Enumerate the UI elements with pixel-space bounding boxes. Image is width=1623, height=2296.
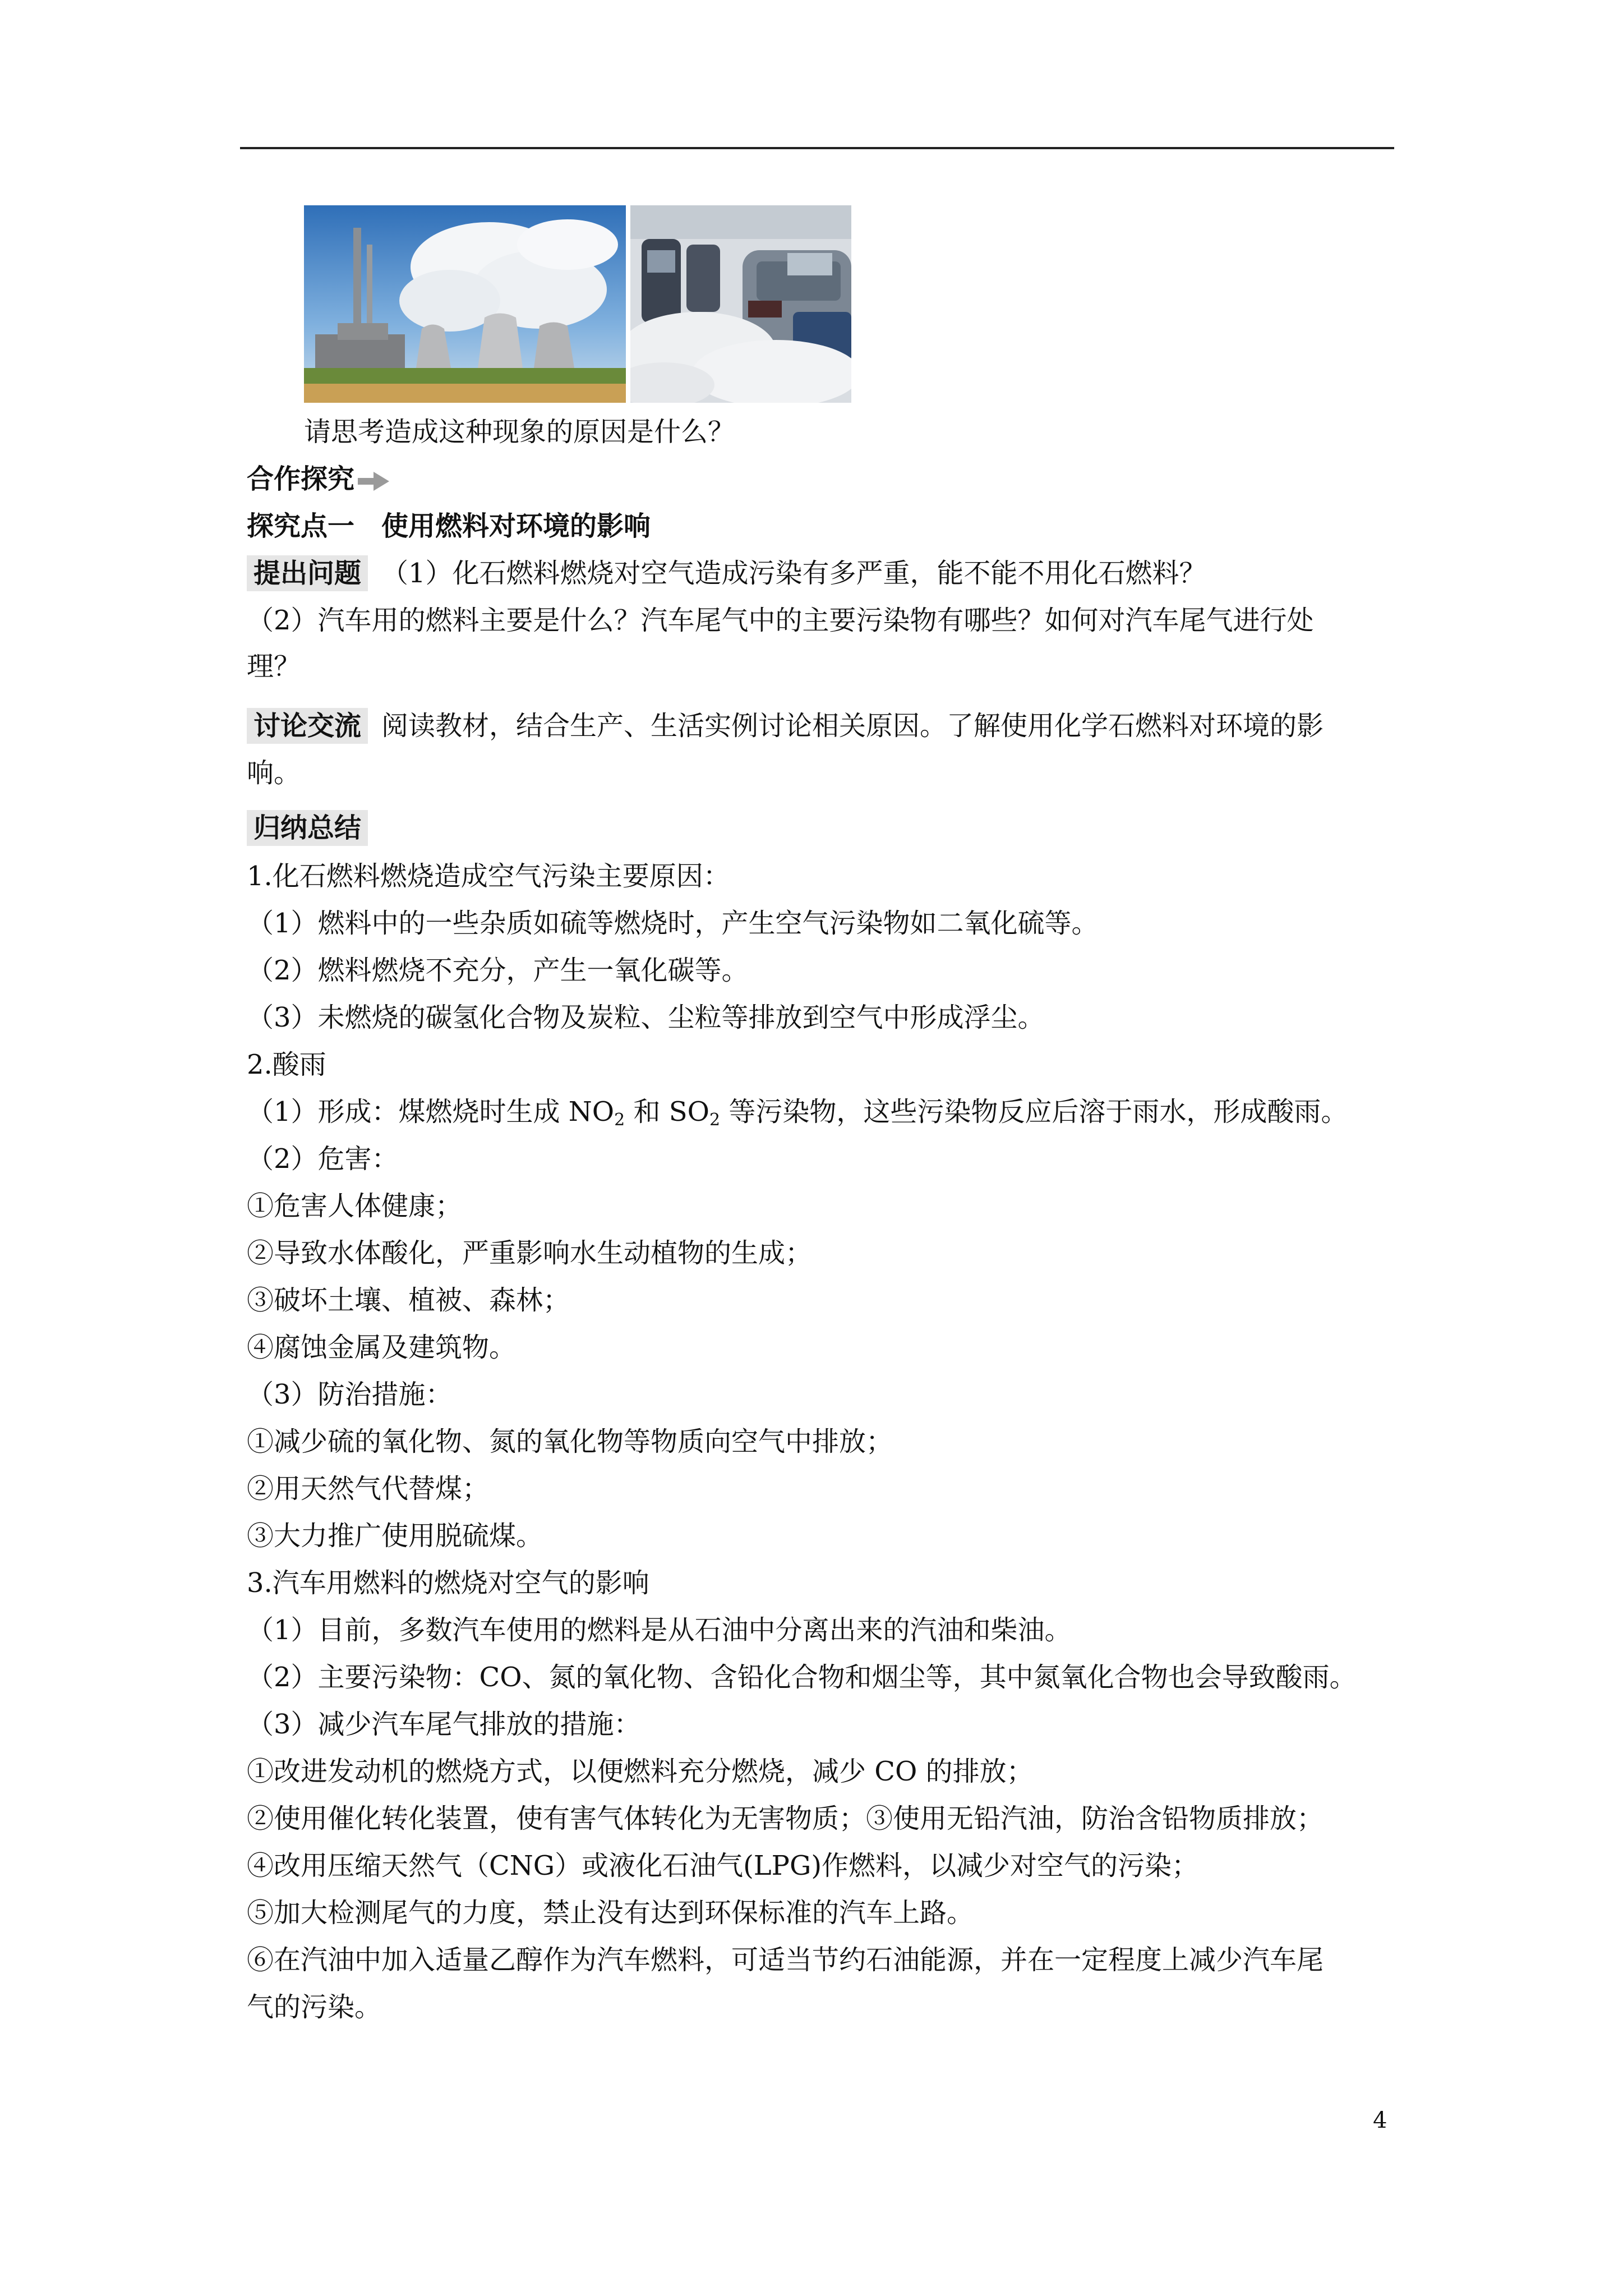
intro-question: 请思考造成这种现象的原因是什么？	[304, 416, 735, 448]
s3-item: ①改进发动机的燃烧方式，以便燃料充分燃烧，减少 CO 的排放；	[247, 1756, 1034, 1787]
s2-harm-title: （2）危害：	[247, 1143, 399, 1175]
discuss-text: 阅读教材，结合生产、生活实例讨论相关原因。了解使用化学石燃料对环境的影	[381, 710, 1324, 742]
header-rule	[240, 147, 1394, 149]
s2-measure-item: ①减少硫的氧化物、氮的氧化物等物质向空气中排放；	[247, 1426, 893, 1457]
summary-heading	[247, 810, 1402, 846]
ask-question-1	[247, 555, 1402, 591]
discuss-label: 讨论交流	[247, 708, 368, 744]
s2-measure-item: ②用天然气代替煤；	[247, 1473, 490, 1504]
s1-item: （3）未燃烧的碳氢化合物及炭粒、尘粒等排放到空气中形成浮尘。	[247, 1002, 1045, 1033]
discuss-text-line2: 响。	[247, 757, 301, 789]
s2-harm-item: ④腐蚀金属及建筑物。	[247, 1332, 517, 1363]
s2-measure-item: ③大力推广使用脱硫煤。	[247, 1520, 543, 1552]
s3-item: 气的污染。	[247, 1991, 382, 2023]
s2-formation-part: （1）形成：煤燃烧时生成 NO	[247, 1096, 615, 1128]
ask-q1-text: （1）化石燃料燃烧对空气造成污染有多严重，能不能不用化石燃料？	[381, 558, 1206, 589]
s3-item: ⑥在汽油中加入适量乙醇作为汽车燃料，可适当节约石油能源，并在一定程度上减少汽车尾	[247, 1944, 1324, 1976]
page-number: 4	[1373, 2108, 1387, 2133]
s3-item: （3）减少汽车尾气排放的措施：	[247, 1709, 641, 1740]
section-heading-text: 合作探究	[247, 463, 355, 495]
s3-item: ⑤加大检测尾气的力度，禁止没有达到环保标准的汽车上路。	[247, 1897, 974, 1929]
s3-item: ④改用压缩天然气（CNG）或液化石油气(LPG)作燃料，以减少对空气的污染；	[247, 1850, 1199, 1881]
traffic-exhaust-photo	[630, 205, 851, 403]
subscript: 2	[709, 1110, 721, 1130]
s2-formation-part: 和 SO	[625, 1096, 710, 1128]
ask-q2-line1: （2）汽车用的燃料主要是什么？汽车尾气中的主要污染物有哪些？如何对汽车尾气进行处	[247, 605, 1314, 636]
power-plant-photo	[304, 205, 626, 403]
s1-title: 1.化石燃料燃烧造成空气污染主要原因：	[247, 861, 730, 892]
s1-item: （1）燃料中的一些杂质如硫等燃烧时，产生空气污染物如二氧化硫等。	[247, 908, 1099, 939]
s3-item: （1）目前，多数汽车使用的燃料是从石油中分离出来的汽油和柴油。	[247, 1614, 1072, 1646]
ask-label: 提出问题	[247, 555, 368, 591]
s2-harm-item: ①危害人体健康；	[247, 1190, 463, 1222]
s2-harm-item: ②导致水体酸化，严重影响水生动植物的生成；	[247, 1237, 813, 1269]
subscript: 2	[614, 1110, 625, 1130]
section-heading	[247, 461, 1402, 497]
discuss-line	[247, 708, 1402, 744]
s2-formation-part: 等污染物，这些污染物反应后溶于雨水，形成酸雨。	[720, 1096, 1348, 1128]
summary-label: 归纳总结	[247, 810, 368, 846]
s2-title: 2.酸雨	[247, 1049, 326, 1080]
ask-q2-line2: 理？	[247, 651, 301, 682]
s3-title: 3.汽车用燃料的燃烧对空气的影响	[247, 1567, 649, 1599]
s3-item: （2）主要污染物：CO、氮的氧化物、含铅化合物和烟尘等，其中氮氧化合物也会导致酸雨。	[247, 1662, 1357, 1693]
s3-item: ②使用催化转化装置，使有害气体转化为无害物质；③使用无铅汽油，防治含铅物质排放；	[247, 1803, 1324, 1834]
s1-item: （2）燃料燃烧不充分，产生一氧化碳等。	[247, 955, 749, 986]
s2-formation	[247, 1094, 1402, 1138]
s2-measure-title: （3）防治措施：	[247, 1379, 453, 1410]
topic-heading: 探究点一 使用燃料对环境的影响	[247, 510, 651, 542]
s2-harm-item: ③破坏土壤、植被、森林；	[247, 1285, 570, 1316]
arrow-right-icon	[358, 472, 389, 491]
